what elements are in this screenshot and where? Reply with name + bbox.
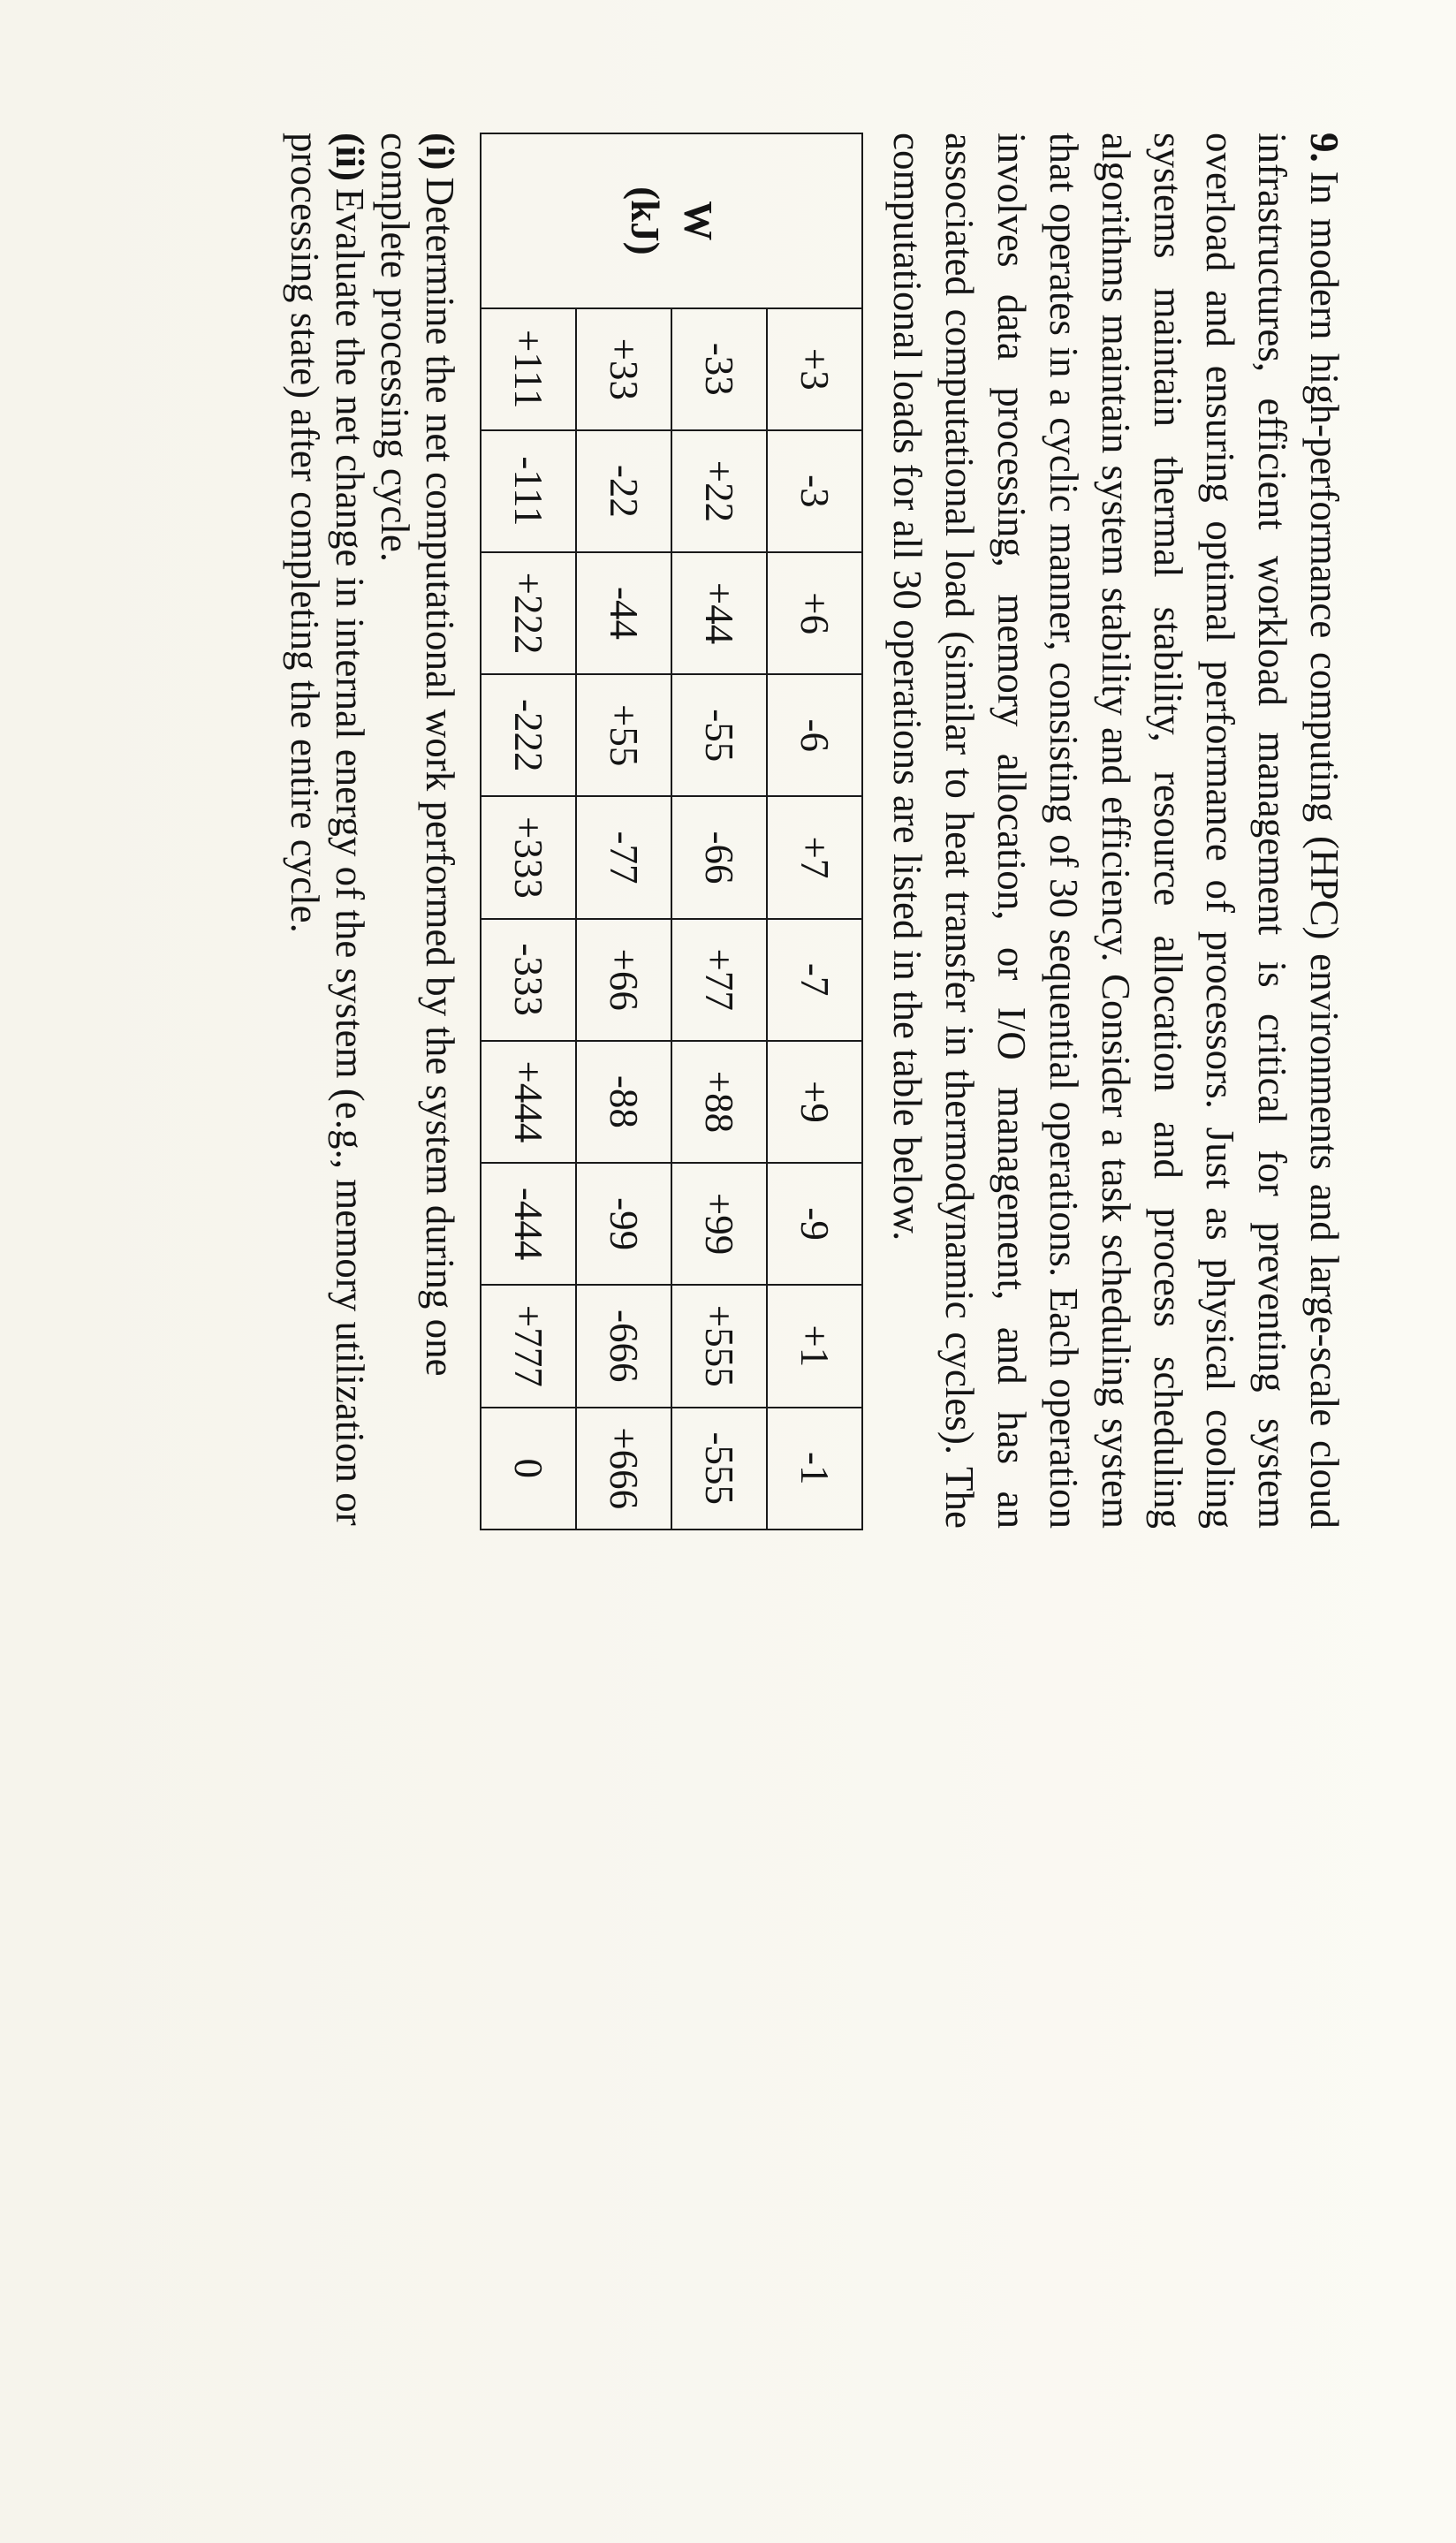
w-symbol: W (676, 201, 720, 241)
table-cell: +555 (671, 1285, 767, 1407)
table-cell: +7 (767, 796, 862, 918)
table-cell: -9 (767, 1163, 862, 1285)
table-cell: -99 (576, 1163, 671, 1285)
table-cell: +88 (671, 1041, 767, 1163)
table-cell: +99 (671, 1163, 767, 1285)
table-cell: -3 (767, 430, 862, 552)
sub-question-text: Determine the net computational work performed by the system during one complete processing cycle. (373, 133, 462, 1377)
table-cell: +6 (767, 552, 862, 674)
table-cell: -55 (671, 674, 767, 796)
sub-question-text: Evaluate the net change in internal energy of the system (e.g., memory utilization or processing state) after completing the entire cycle. (283, 133, 372, 1526)
table-cell: +33 (576, 308, 671, 430)
table-cell: -222 (481, 674, 576, 796)
table-cell: -22 (576, 430, 671, 552)
question-block (282, 133, 1350, 1529)
table-cell: +111 (481, 308, 576, 430)
table-cell: +9 (767, 1041, 862, 1163)
table-cell: -444 (481, 1163, 576, 1285)
sub-question-tag: (ii) (328, 133, 372, 181)
w-label-cell (481, 133, 862, 308)
table-cell: -7 (767, 919, 862, 1041)
table-cell: -1 (767, 1408, 862, 1530)
table-cell: +22 (671, 430, 767, 552)
table-cell: +1 (767, 1285, 862, 1407)
table-cell: +77 (671, 919, 767, 1041)
question-paragraph (881, 133, 1350, 1529)
table-cell: -333 (481, 919, 576, 1041)
table-cell: -555 (671, 1408, 767, 1530)
table-row (481, 133, 576, 1530)
table-row (576, 133, 671, 1530)
table-cell: 0 (481, 1408, 576, 1530)
table-cell: +333 (481, 796, 576, 918)
computational-loads-table (480, 133, 863, 1530)
table-cell: +3 (767, 308, 862, 430)
table-cell: -77 (576, 796, 671, 918)
table-cell: -6 (767, 674, 862, 796)
table-row (671, 133, 767, 1530)
sub-questions (282, 133, 462, 1529)
sub-question-i (372, 133, 462, 1529)
table-cell: -66 (671, 796, 767, 918)
table-row (767, 133, 862, 1530)
table-cell: -88 (576, 1041, 671, 1163)
table-cell: +66 (576, 919, 671, 1041)
table-cell: -44 (576, 552, 671, 674)
sub-question-ii (282, 133, 372, 1529)
table-cell: -111 (481, 430, 576, 552)
w-unit: (kJ) (623, 186, 667, 255)
sub-question-tag: (i) (418, 133, 462, 171)
table-cell: +55 (576, 674, 671, 796)
question-text: In modern high-performance computing (HPC) environments and large-scale cloud infrastructures, efficient workload management is critical for preventing system overload and ensuring optimal performance of processors. Just as physical cooling systems maintain thermal stability, resource allocation and process scheduling algorithms maintain system stability and efficiency. Consider a task scheduling system that operates in a cyclic manner, consisting of 30 sequential operations. Each operation involves data processing, memory allocation, or I/O management, and has an associated computational load (similar to heat transfer in thermodynamic cycles). The computational loads for all 30 operations are listed in the table below. (885, 133, 1346, 1529)
table-cell: +44 (671, 552, 767, 674)
table-cell: +666 (576, 1408, 671, 1530)
question-number: 9. (1302, 133, 1346, 163)
table-cell: +222 (481, 552, 576, 674)
table-cell: +777 (481, 1285, 576, 1407)
table-cell: +444 (481, 1041, 576, 1163)
table-cell: -666 (576, 1285, 671, 1407)
table-cell: -33 (671, 308, 767, 430)
